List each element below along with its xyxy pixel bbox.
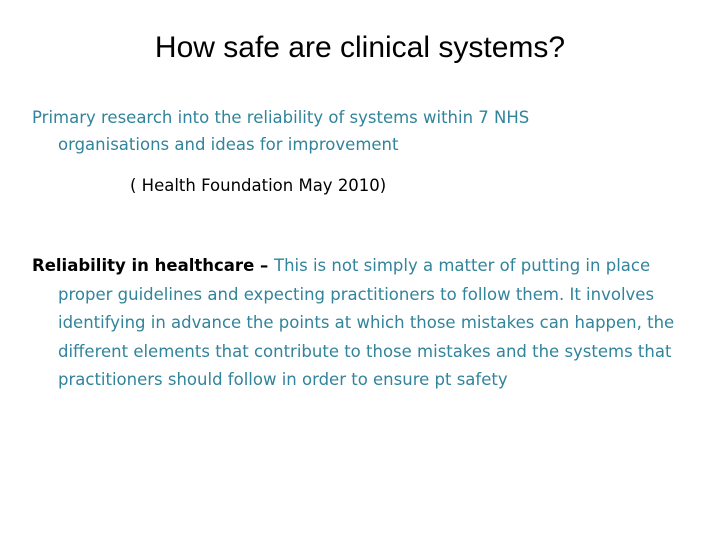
slide-title: How safe are clinical systems? xyxy=(154,31,566,64)
definition-term: Reliability in healthcare xyxy=(32,256,255,275)
intro-paragraph: Primary research into the reliability of systems within 7 NHS organisations and ideas for improvement xyxy=(32,108,530,154)
definition-separator: – xyxy=(254,256,275,275)
definition-text: This is not simply a matter of putting in place proper guidelines and expecting practitioners to follow them. It involves identifying in advance the points at which those mistakes can happen, the different elements that contribute to those mistakes and the systems that practitioners should follow in order to ensure pt safety xyxy=(58,256,675,389)
source-citation: ( Health Foundation May 2010) xyxy=(130,176,387,195)
definition-paragraph xyxy=(32,252,702,395)
